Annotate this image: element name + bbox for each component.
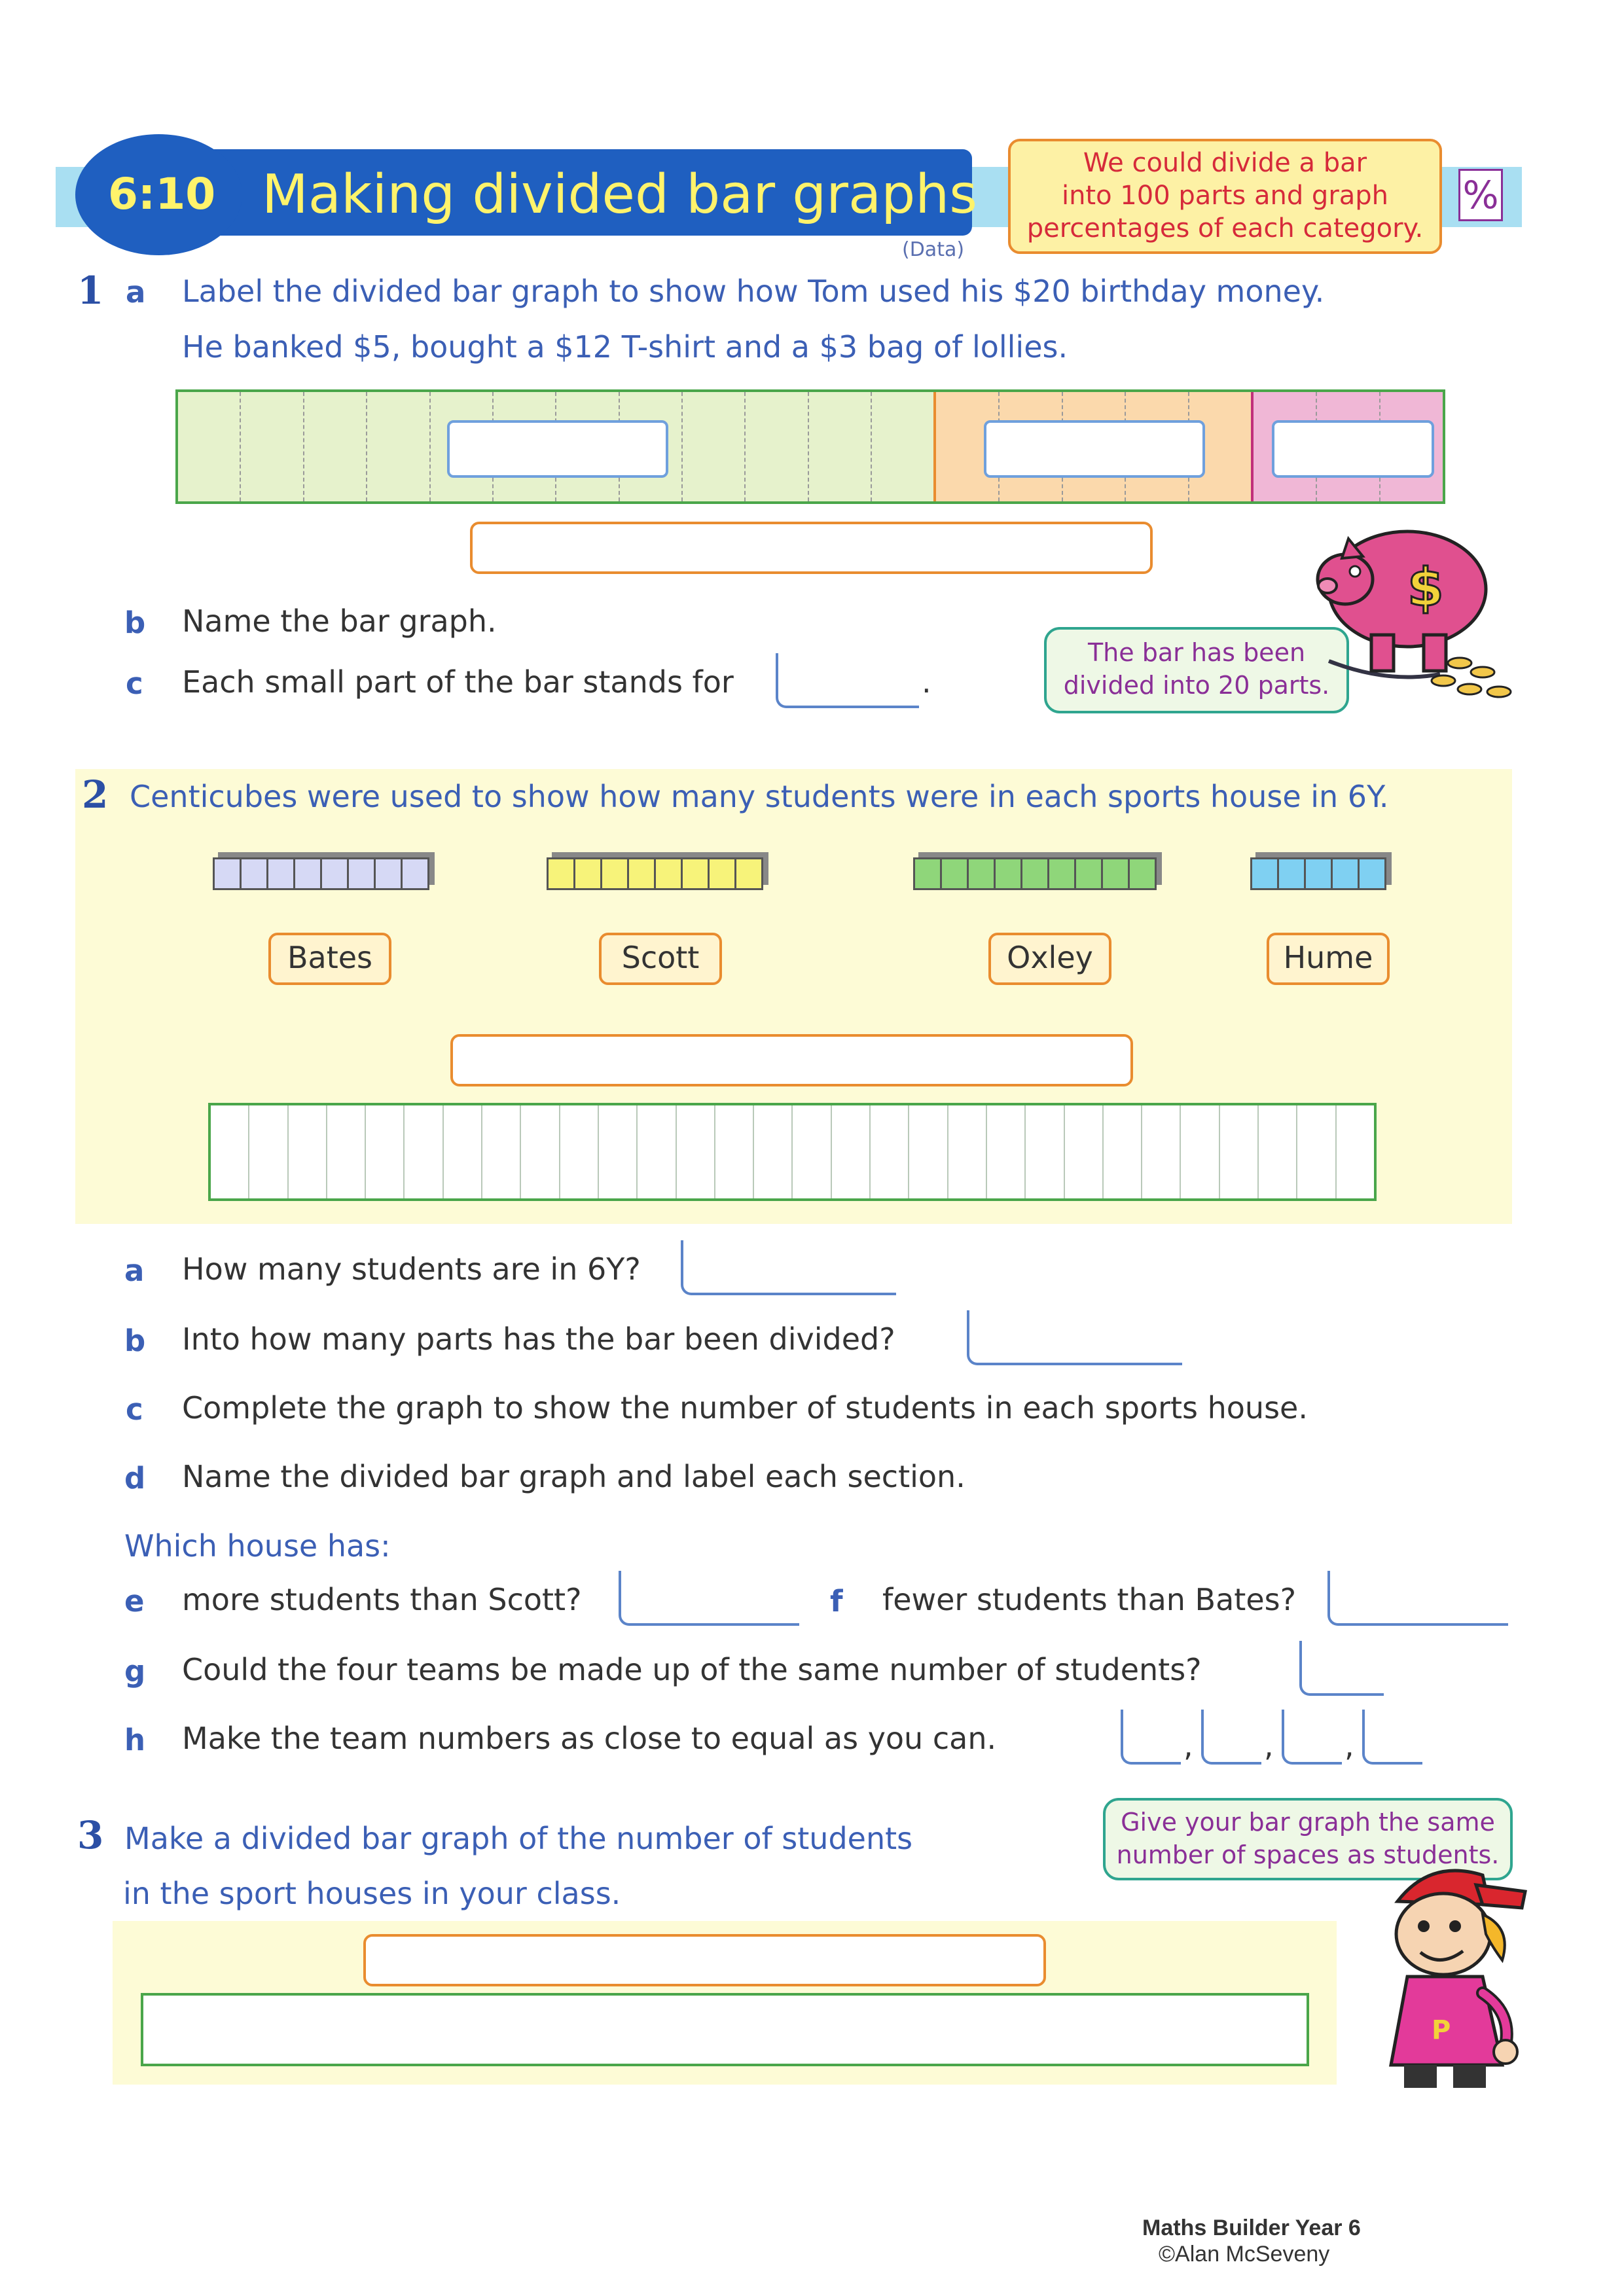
q2-bar-part [481, 1105, 520, 1198]
q3-line-1: Make a divided bar graph of the number of students [124, 1821, 913, 1856]
q3-title-box[interactable] [363, 1934, 1046, 1986]
q2-e-text: more students than Scott? [182, 1582, 582, 1617]
q2-bar-part [520, 1105, 558, 1198]
q2-bar-part [1335, 1105, 1374, 1198]
q2-bar-part [248, 1105, 287, 1198]
q1-c-answer-box[interactable] [776, 653, 919, 708]
q2-bar-part [1102, 1105, 1141, 1198]
q2-f-letter: f [830, 1584, 843, 1619]
q2-b-answer-box[interactable] [967, 1310, 1182, 1365]
q1-bar-part [871, 392, 933, 501]
q1-a-line1: Label the divided bar graph to show how Tom used his $20 birthday money. [182, 274, 1325, 309]
q2-bar-part [831, 1105, 869, 1198]
q1-c-text: Each small part of the bar stands for [182, 664, 734, 700]
q1-divided-bar [175, 389, 1445, 504]
centicube [401, 857, 429, 890]
q1-bar-part [681, 392, 744, 501]
q2-bar-part [365, 1105, 403, 1198]
centicube [994, 857, 1022, 890]
q2-bar-part [559, 1105, 598, 1198]
q2-number: 2 [82, 772, 109, 817]
centicube [1358, 857, 1386, 890]
q2-d-letter: d [124, 1461, 146, 1496]
q2-h-answer-box-3[interactable] [1282, 1710, 1342, 1765]
q2-b-text: Into how many parts has the bar been divided? [182, 1321, 895, 1357]
centicube [627, 857, 656, 890]
q2-bar-part [1257, 1105, 1296, 1198]
q2-bar-part [636, 1105, 675, 1198]
q1-label-box-bank[interactable] [447, 420, 668, 478]
q2-h-text: Make the team numbers as close to equal as you can. [182, 1721, 997, 1756]
q1-number: 1 [77, 268, 104, 313]
centicube [1020, 857, 1049, 890]
q2-bar-part [908, 1105, 947, 1198]
centicube [708, 857, 736, 890]
q3-line-2: in the sport houses in your class. [123, 1876, 621, 1911]
q1-b-letter: b [124, 605, 146, 640]
q1-c-period: . [922, 664, 931, 700]
q2-e-answer-box[interactable] [619, 1571, 799, 1626]
q2-bar-part [1064, 1105, 1102, 1198]
centicube [293, 857, 322, 890]
tip-line-2: into 100 parts and graph [1061, 181, 1389, 211]
piggy-bank-illustration [1309, 520, 1519, 710]
q2-g-answer-box[interactable] [1299, 1641, 1384, 1696]
q1-bar-part [303, 392, 366, 501]
svg-text:P: P [1432, 2015, 1451, 2045]
q2-bar-part [211, 1105, 248, 1198]
q1-label-box-lollies[interactable] [1272, 420, 1434, 478]
q1-label-box-tshirt[interactable] [984, 420, 1205, 478]
centicube [547, 857, 575, 890]
q1-bar-part [744, 392, 807, 501]
q2-e-letter: e [124, 1584, 145, 1619]
q1-b-text: Name the bar graph. [182, 603, 497, 639]
centicube [1101, 857, 1130, 890]
q3-number: 3 [77, 1813, 104, 1857]
q2-bar-part [714, 1105, 753, 1198]
svg-text:$: $ [1407, 557, 1444, 618]
page-subtitle: (Data) [902, 238, 965, 261]
centicube [240, 857, 268, 890]
q1-bar-segments [178, 392, 1443, 501]
q2-b-letter: b [124, 1323, 146, 1358]
q2-bar-part [1141, 1105, 1180, 1198]
q2-empty-bar[interactable] [208, 1103, 1377, 1201]
centicube [1047, 857, 1076, 890]
centicube [374, 857, 403, 890]
which-house-heading: Which house has: [124, 1528, 391, 1564]
centicube [967, 857, 996, 890]
house-label-bates: Bates [268, 933, 391, 985]
q2-bar-part [986, 1105, 1024, 1198]
centicube [1331, 857, 1360, 890]
q2-bar-part [676, 1105, 714, 1198]
centicube [347, 857, 376, 890]
q2-h-letter: h [124, 1723, 146, 1757]
centicube-row-scott [547, 857, 763, 890]
q2-h-comma-2: , [1264, 1728, 1274, 1763]
q2-h-comma-1: , [1183, 1728, 1193, 1763]
centicube [1277, 857, 1306, 890]
q1-hint-line-1: The bar has been [1087, 638, 1306, 667]
q1-hint-bubble [1044, 627, 1349, 713]
q2-bar-part [442, 1105, 481, 1198]
tip-line-3: percentages of each category. [1026, 213, 1424, 243]
centicube-row-hume [1250, 857, 1386, 890]
house-label-hume: Hume [1267, 933, 1390, 985]
q1-bar-part [366, 392, 429, 501]
q3-bar-box[interactable] [141, 1993, 1309, 2066]
q1-hint-line-2: divided into 20 parts. [1063, 671, 1330, 700]
q2-f-answer-box[interactable] [1327, 1571, 1508, 1626]
centicube [734, 857, 763, 890]
centicube [1074, 857, 1103, 890]
q1-title-box[interactable] [470, 522, 1153, 574]
footer-book-title: Maths Builder Year 6 [1142, 2215, 1361, 2240]
centicube [1250, 857, 1279, 890]
centicube [600, 857, 629, 890]
q2-bar-part [791, 1105, 830, 1198]
q2-f-text: fewer students than Bates? [882, 1582, 1297, 1617]
tip-line-1: We could divide a bar [1083, 148, 1367, 178]
q2-d-text: Name the divided bar graph and label each section. [182, 1459, 965, 1494]
centicube [573, 857, 602, 890]
q2-title-box[interactable] [450, 1034, 1133, 1086]
q1-a-letter: a [126, 275, 146, 310]
q1-bar-part [240, 392, 302, 501]
q2-h-comma-3: , [1344, 1728, 1354, 1763]
q2-h-answer-box-2[interactable] [1201, 1710, 1261, 1765]
q2-bar-part [1296, 1105, 1335, 1198]
percent-icon [1458, 169, 1503, 221]
q2-a-letter: a [124, 1253, 145, 1288]
centicube [1304, 857, 1333, 890]
centicube-row-bates [213, 857, 429, 890]
q2-bar-part [869, 1105, 908, 1198]
q1-c-letter: c [126, 666, 143, 701]
q2-bar-part [403, 1105, 442, 1198]
q1-bar-part [808, 392, 871, 501]
page-title: Making divided bar graphs [262, 164, 977, 226]
q2-bar-part [1219, 1105, 1257, 1198]
q2-h-answer-box-1[interactable] [1121, 1710, 1181, 1765]
q3-hint-line-1: Give your bar graph the same [1121, 1808, 1495, 1837]
q2-c-letter: c [126, 1392, 143, 1427]
q2-bar-part [1024, 1105, 1063, 1198]
q2-bar-part [1180, 1105, 1218, 1198]
centicube [320, 857, 349, 890]
q2-g-letter: g [124, 1654, 146, 1689]
q2-c-text: Complete the graph to show the number of students in each sports house. [182, 1390, 1308, 1426]
boy-character-illustration [1371, 1856, 1535, 2091]
q3-hint-line-2: number of spaces as students. [1116, 1840, 1500, 1869]
q2-a-answer-box[interactable] [681, 1240, 896, 1295]
q2-bar-part [598, 1105, 636, 1198]
q2-g-text: Could the four teams be made up of the same number of students? [182, 1652, 1202, 1687]
centicube [654, 857, 683, 890]
centicube [1128, 857, 1157, 890]
q1-bar-part [178, 392, 240, 501]
centicube [913, 857, 942, 890]
q2-bar-part [326, 1105, 365, 1198]
footer-author: ©Alan McSeveny [1159, 2242, 1330, 2267]
percent-symbol: % [1462, 173, 1499, 217]
tip-box [1008, 139, 1442, 254]
centicube [213, 857, 242, 890]
centicube [681, 857, 710, 890]
centicube [266, 857, 295, 890]
house-label-scott: Scott [599, 933, 722, 985]
q2-h-answer-box-4[interactable] [1362, 1710, 1422, 1765]
centicube [940, 857, 969, 890]
q2-bar-part [947, 1105, 986, 1198]
q2-bar-part [753, 1105, 791, 1198]
lesson-number: 6:10 [108, 169, 216, 219]
house-label-oxley: Oxley [988, 933, 1111, 985]
q2-a-text: How many students are in 6Y? [182, 1251, 641, 1287]
centicube-row-oxley [913, 857, 1157, 890]
q2-bar-grid [211, 1105, 1374, 1198]
q1-a-line2: He banked $5, bought a $12 T-shirt and a $3 bag of lollies. [182, 329, 1068, 365]
q2-prompt: Centicubes were used to show how many students were in each sports house in 6Y. [130, 779, 1389, 814]
q2-bar-part [287, 1105, 326, 1198]
